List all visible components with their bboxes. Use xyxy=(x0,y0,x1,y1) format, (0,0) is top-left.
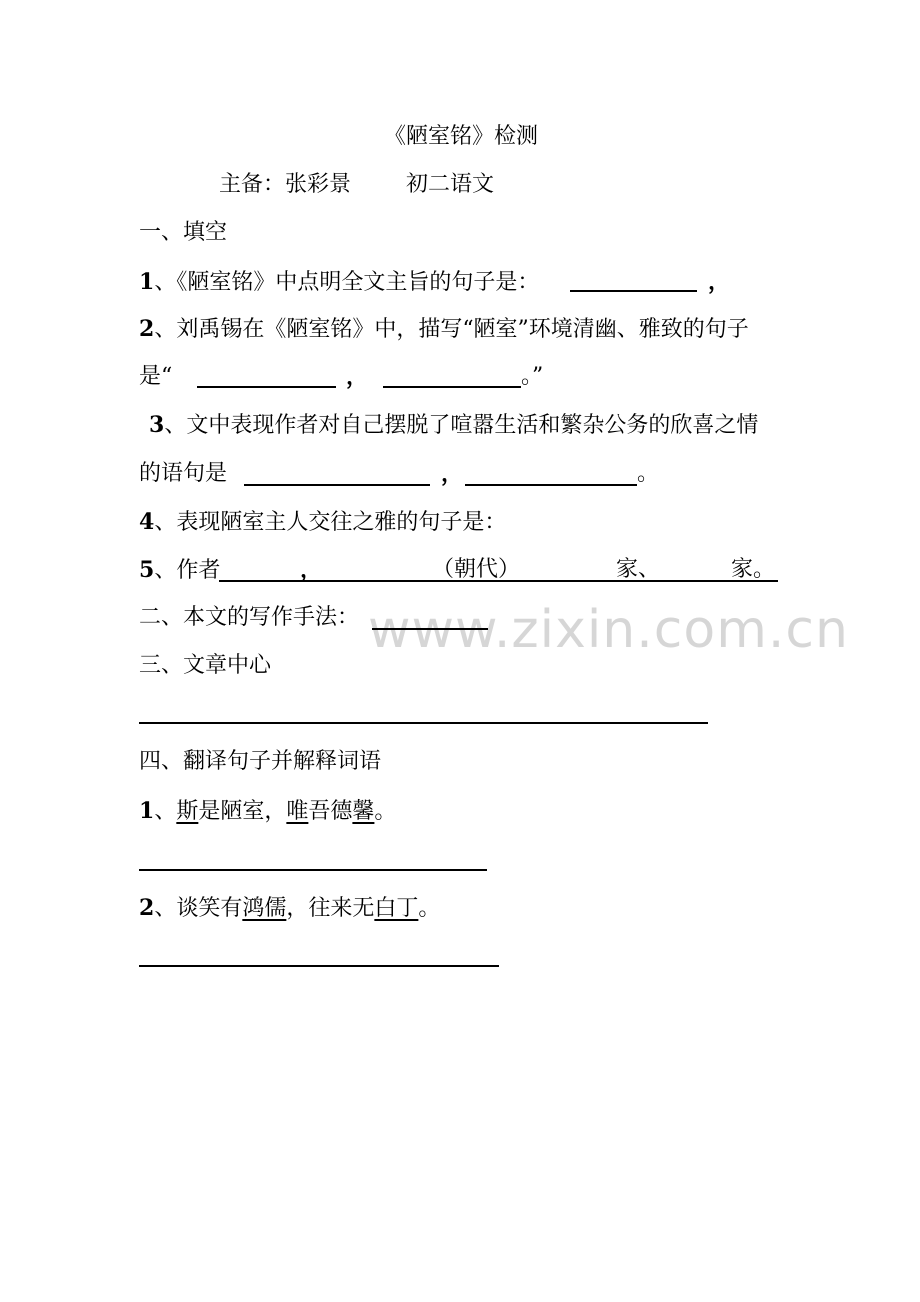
s1-word-3: 馨 xyxy=(352,799,375,824)
section4-heading: 四、翻译句子并解释词语 xyxy=(139,749,382,774)
q3-number: 3 xyxy=(149,412,165,438)
section2-heading: 二、本文的写作手法： xyxy=(139,605,360,630)
q5-comma: ， xyxy=(300,557,323,583)
sentence-1 xyxy=(139,796,396,827)
q3-blank-2[interactable] xyxy=(465,484,637,486)
q3-comma: ， xyxy=(441,461,464,487)
s1-text-3: 。 xyxy=(374,799,397,824)
sentence-2-answer-line[interactable] xyxy=(139,965,499,967)
page-title: 《陋室铭》检测 xyxy=(384,124,539,149)
q3-end: 。 xyxy=(637,461,660,486)
q2-comma: ， xyxy=(346,364,369,390)
byline xyxy=(219,170,351,200)
section1-heading: 一、填空 xyxy=(139,220,228,245)
s2-word-1: 鸿儒 xyxy=(242,896,287,921)
q2-blank-1[interactable] xyxy=(197,386,336,388)
question-4 xyxy=(139,507,506,538)
s1-number: 1 xyxy=(139,798,155,824)
q5-dynasty: （朝代） xyxy=(432,557,521,582)
section3-answer-line[interactable] xyxy=(139,722,708,724)
question-3 xyxy=(149,410,758,441)
s1-word-1: 斯 xyxy=(176,799,199,824)
sentence-2 xyxy=(139,893,440,924)
q1-blank[interactable] xyxy=(570,290,697,292)
q2-number: 2 xyxy=(139,316,155,342)
s2-text-1: ，往来无 xyxy=(286,896,375,921)
q5-jia-1: 家、 xyxy=(616,557,661,582)
s2-word-2: 白丁 xyxy=(374,896,419,921)
s1-text-2: 吾德 xyxy=(308,799,353,824)
s1-sep: 、 xyxy=(154,799,177,824)
q2-cont-prefix: 是“ xyxy=(139,364,173,389)
q3-text: 、文中表现作者对自己摆脱了喧嚣生活和繁杂公务的欣喜之情 xyxy=(164,413,759,438)
q1-text: 、《陋室铭》中点明全文主旨的句子是： xyxy=(154,270,540,295)
preparer-name: 张彩景 xyxy=(285,172,352,197)
q4-number: 4 xyxy=(139,509,155,535)
q5-number: 5 xyxy=(139,557,155,583)
q5-text: 、作者 xyxy=(154,558,221,583)
q1-tail: ， xyxy=(708,269,731,295)
preparer-label: 主备： xyxy=(219,172,286,197)
section3-heading: 三、文章中心 xyxy=(139,653,272,678)
q3-cont-prefix: 的语句是 xyxy=(139,461,228,486)
q2-end: 。” xyxy=(521,364,544,389)
q2-blank-2[interactable] xyxy=(383,386,521,388)
q5-jia-2: 家。 xyxy=(731,557,776,582)
s2-text-2: 。 xyxy=(418,896,441,921)
s2-number: 2 xyxy=(139,895,155,921)
s1-text-1: 是陋室， xyxy=(198,799,287,824)
grade-subject: 初二语文 xyxy=(406,172,495,197)
question-5 xyxy=(139,555,220,586)
question-2 xyxy=(139,314,749,345)
q1-number: 1 xyxy=(139,269,155,295)
section2-blank[interactable] xyxy=(372,628,488,630)
sentence-1-answer-line[interactable] xyxy=(139,869,487,871)
q3-blank-1[interactable] xyxy=(244,484,430,486)
watermark: www.zixin.com.cn xyxy=(368,600,849,660)
q4-text: 、表现陋室主人交往之雅的句子是： xyxy=(154,510,507,535)
s2-sep: 、谈笑有 xyxy=(154,896,243,921)
s1-word-2: 唯 xyxy=(286,799,309,824)
question-1 xyxy=(139,267,539,298)
q2-text: 、刘禹锡在《陋室铭》中，描写“陋室”环境清幽、雅致的句子 xyxy=(154,317,749,342)
